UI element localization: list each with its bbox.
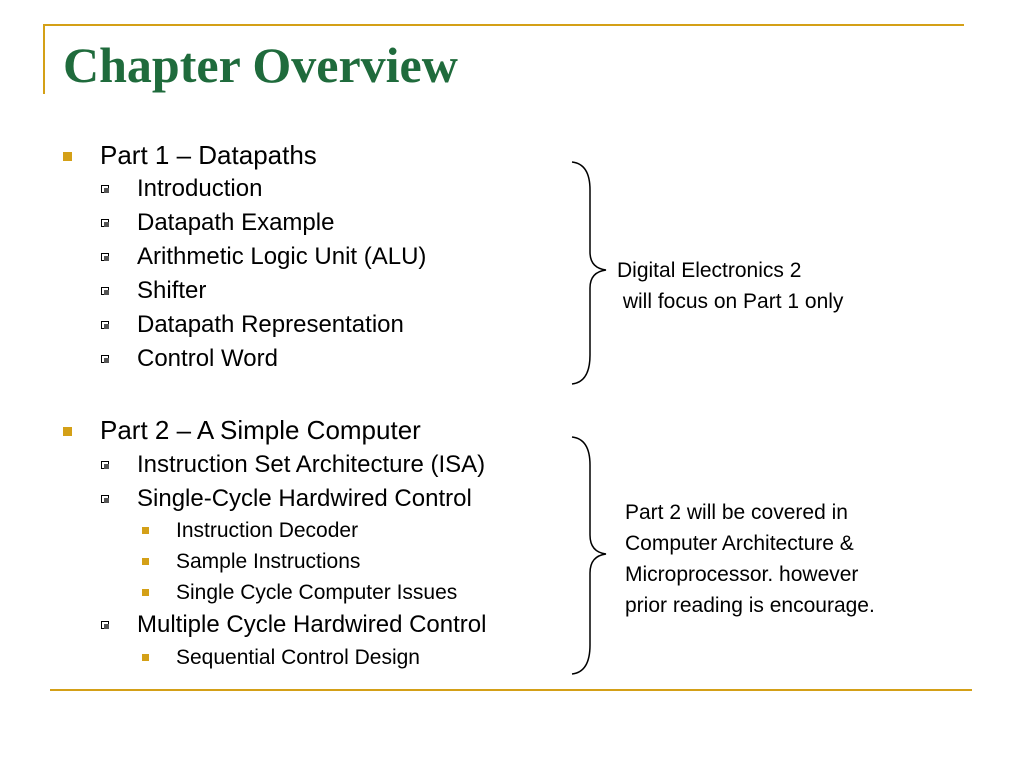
part2-item-isa: Instruction Set Architecture (ISA) (137, 451, 486, 478)
part2-item-single-cycle-control: Single-Cycle Hardwired Control (137, 485, 472, 512)
part2-subitem-sequential-control-design: Sequential Control Design (176, 646, 420, 669)
part1-item-datapath-example: Datapath Example (137, 209, 335, 236)
part1-note-line: will focus on Part 1 only (617, 290, 844, 313)
part1-item-shifter: Shifter (137, 277, 207, 304)
part2-subitem-instruction-decoder: Instruction Decoder (176, 519, 359, 542)
part1-item-introduction: Introduction (137, 175, 263, 202)
footer-divider-line (50, 689, 972, 691)
part2-note-line: Microprocessor. however (625, 563, 859, 586)
part1-item-alu: Arithmetic Logic Unit (ALU) (137, 243, 427, 270)
part1-curly-brace (572, 162, 606, 384)
slide-title: Chapter Overview (63, 37, 458, 93)
part1-note-line: Digital Electronics 2 (617, 259, 802, 282)
part2-item-multiple-cycle-control: Multiple Cycle Hardwired Control (137, 611, 487, 638)
part2-heading: Part 2 – A Simple Computer (100, 415, 421, 445)
part2-note-line: Computer Architecture & (625, 532, 854, 555)
part2-curly-brace (572, 437, 606, 674)
part2-note-line: prior reading is encourage. (625, 594, 875, 617)
part2-subitem-sample-instructions: Sample Instructions (176, 550, 361, 573)
part1-item-control-word: Control Word (137, 345, 278, 372)
part2-subitem-single-cycle-issues: Single Cycle Computer Issues (176, 581, 458, 604)
part1-item-datapath-representation: Datapath Representation (137, 311, 404, 338)
part2-note (625, 497, 875, 621)
part1-heading: Part 1 – Datapaths (100, 140, 317, 170)
part1-note (617, 255, 843, 317)
part2-note-line: Part 2 will be covered in (625, 501, 848, 524)
